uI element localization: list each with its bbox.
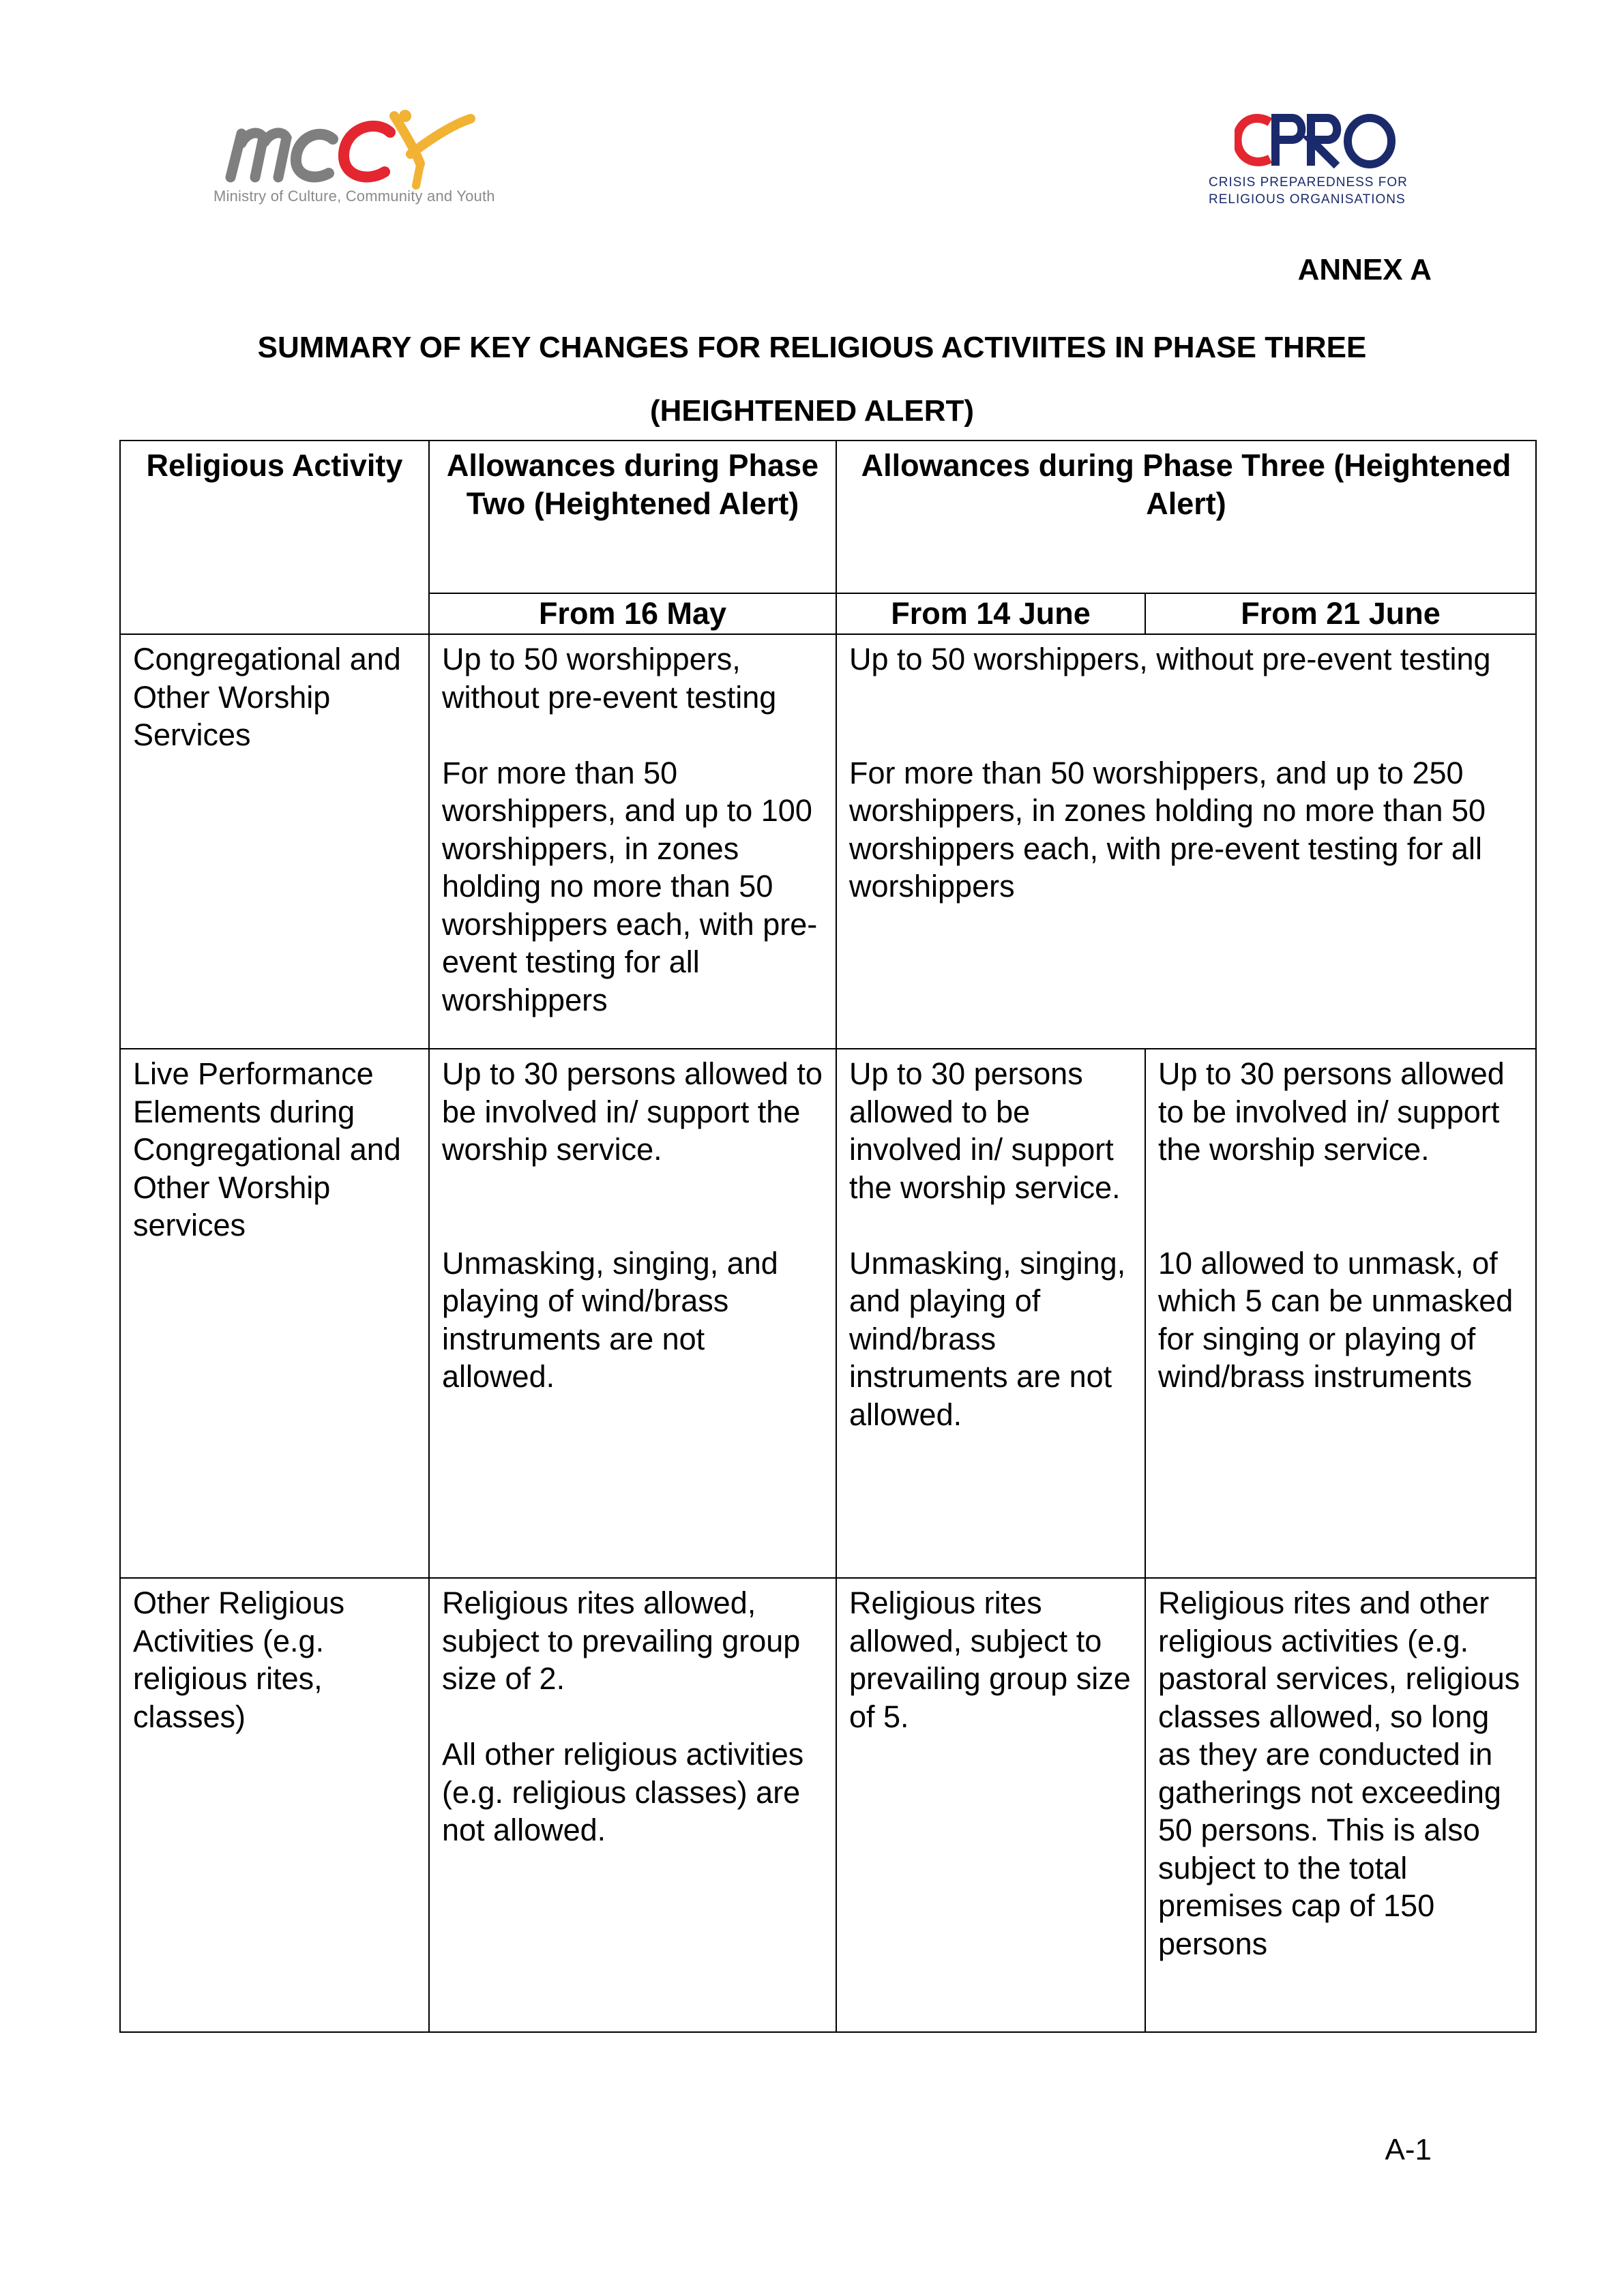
row-phase-two-text: Religious rites allowed, subject to prevailing group size of 2. All other religious activities (e.g. religious classes) are not allowed. bbox=[442, 1585, 804, 1847]
row-14-june-cell bbox=[836, 1578, 1145, 2032]
row-21-june-cell bbox=[1145, 1578, 1536, 2032]
header-date-16-may: From 16 May bbox=[429, 593, 836, 634]
row-21-june-text: Religious rites and other religious activities (e.g. pastoral services, religious classes allowed, so long as they are conducted in gatherings not exceeding 50 persons. This is also subject to the total premises cap of 150 persons bbox=[1158, 1585, 1529, 1961]
row-phase-two-cell bbox=[429, 1049, 836, 1578]
table-row bbox=[120, 634, 1536, 1049]
table-header-row bbox=[120, 441, 1536, 593]
header-phase-two: Allowances during Phase Two (Heightened Alert) bbox=[429, 441, 836, 593]
header-religious-activity: Religious Activity bbox=[120, 441, 429, 634]
mccy-tagline: Ministry of Culture, Community and Youth bbox=[213, 188, 495, 205]
row-21-june-text: Up to 30 persons allowed to be involved in/ support the worship service. 10 allowed to unmask, of which 5 can be unmasked for singing or playing of wind/brass instruments bbox=[1158, 1056, 1514, 1394]
document-title-line2: (HEIGHTENED ALERT) bbox=[649, 394, 975, 428]
summary-table bbox=[119, 440, 1537, 2033]
row-phase-two-text: Up to 30 persons allowed to be involved in/ support the worship service. Unmasking, singing, and playing of wind/brass instruments are not allowed. bbox=[442, 1056, 823, 1394]
document-title-line1: SUMMARY OF KEY CHANGES FOR RELIGIOUS ACTIVIITES IN PHASE THREE bbox=[257, 331, 1367, 364]
mccy-wordmark-icon bbox=[211, 102, 539, 191]
cpro-wordmark-icon bbox=[1235, 113, 1398, 168]
mccy-logo bbox=[211, 102, 539, 211]
header-date-21-june: From 21 June bbox=[1145, 593, 1536, 634]
row-phase-three-cell bbox=[836, 634, 1536, 1049]
row-activity-cell bbox=[120, 634, 429, 1049]
row-14-june-text: Up to 30 persons allowed to be involved in/ support the worship service. Unmasking, singing, and playing of wind/brass instruments are not allowed. bbox=[849, 1056, 1126, 1432]
row-activity-text: Congregational and Other Worship Services bbox=[133, 642, 410, 752]
annex-label: ANNEX A bbox=[1297, 253, 1432, 286]
row-activity-text: Live Performance Elements during Congregational and Other Worship services bbox=[133, 1056, 410, 1242]
cpro-tagline-line1: CRISIS PREPAREDNESS FOR bbox=[1209, 175, 1408, 190]
row-activity-cell bbox=[120, 1049, 429, 1578]
header-phase-three: Allowances during Phase Three (Heightened Alert) bbox=[836, 441, 1536, 593]
table-row bbox=[120, 1049, 1536, 1578]
page-number: A-1 bbox=[1385, 2133, 1432, 2166]
row-activity-cell bbox=[120, 1578, 429, 2032]
row-phase-two-cell bbox=[429, 634, 836, 1049]
cpro-logo bbox=[1207, 113, 1432, 215]
header-date-14-june: From 14 June bbox=[836, 593, 1145, 634]
row-phase-two-text: Up to 50 worshippers, without pre-event testing For more than 50 worshippers, and up to 100 worshippers, in zones holding no more than 50 worshippers each, with pre-event testing for all worshippers bbox=[442, 642, 818, 1017]
table-row bbox=[120, 1578, 1536, 2032]
row-14-june-text: Religious rites allowed, subject to prevailing group size of 5. bbox=[849, 1585, 1140, 1734]
cpro-tagline-line2: RELIGIOUS ORGANISATIONS bbox=[1209, 192, 1406, 207]
row-phase-two-cell bbox=[429, 1578, 836, 2032]
document-title bbox=[0, 316, 1624, 443]
row-14-june-cell bbox=[836, 1049, 1145, 1578]
row-21-june-cell bbox=[1145, 1049, 1536, 1578]
row-phase-three-text: Up to 50 worshippers, without pre-event testing For more than 50 worshippers, and up to 250 worshippers, in zones holding no more than 50 worshippers each, with pre-event testing for all worshippers bbox=[849, 642, 1491, 904]
row-activity-text: Other Religious Activities (e.g. religious rites, classes) bbox=[133, 1585, 352, 1734]
